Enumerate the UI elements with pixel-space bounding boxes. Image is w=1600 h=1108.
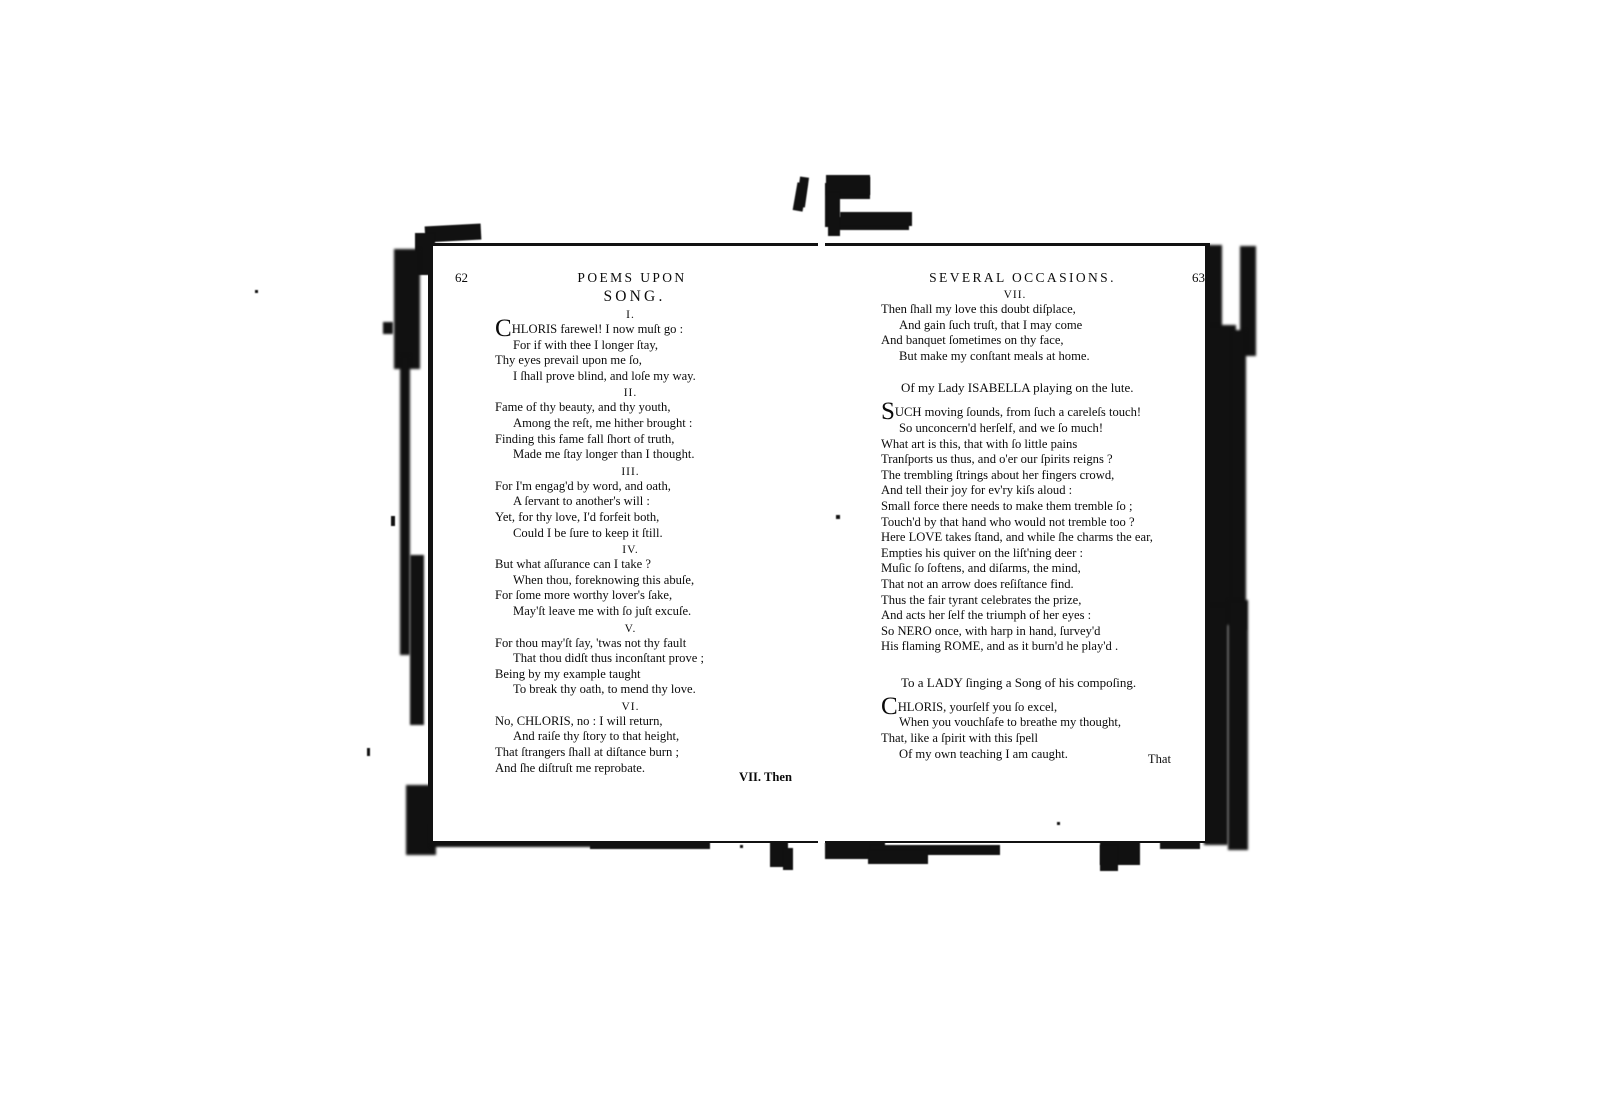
verse-text: Then ſhall my love this doubt diſplace,	[881, 302, 1076, 316]
verse-line	[433, 729, 818, 745]
stanza-4	[433, 544, 818, 619]
verse-text: Fame of thy beauty, and thy youth,	[495, 400, 671, 415]
verse-text: But make my conſtant meals at home.	[899, 348, 1090, 363]
verse-text: Touch'd by that hand who would not tremble too ?	[881, 514, 1135, 529]
verse-line	[433, 315, 818, 342]
verse-text: What art is this, that with ſo little pains	[881, 436, 1078, 451]
right-running-head-title: SEVERAL OCCASIONS.	[929, 270, 1116, 285]
stanza-7	[825, 289, 1205, 364]
verse-line	[433, 636, 818, 652]
right-catchword: That	[1147, 752, 1171, 766]
ink-artifact	[1232, 330, 1246, 630]
left-running-head	[433, 270, 818, 286]
stanza-number: II.	[623, 387, 638, 400]
verse-text: But what aſſurance can I take ?	[495, 557, 651, 572]
verse-line	[825, 715, 1205, 731]
verse-text: I ſhall prove blind, and loſe my way.	[513, 368, 696, 383]
verse-text: Being by my example taught	[495, 666, 641, 681]
verse-line	[433, 338, 818, 354]
verse-line	[825, 398, 1205, 426]
scan-speckle	[383, 322, 393, 334]
verse-text: For if with thee I longer ſtay,	[513, 337, 659, 352]
left-catchword: VII. Then	[739, 770, 792, 784]
scan-speckle	[367, 748, 370, 756]
verse-line	[433, 353, 818, 369]
poem-heading-lady-singing: To a LADY ſinging a Song of his compoſing.	[901, 674, 1137, 690]
drop-capital: S	[881, 398, 895, 426]
book-spread	[400, 225, 1230, 855]
verse-line	[825, 483, 1205, 499]
verse-line	[825, 577, 1205, 593]
verse-text: And gain ſuch truſt, that I may come	[899, 317, 1083, 332]
verse-text: Small force there needs to make them tremble ſo ;	[881, 498, 1133, 513]
verse-text: Thy eyes prevail upon me ſo,	[495, 353, 642, 368]
verse-text: So NERO once, with harp in hand, ſurvey'd	[881, 623, 1101, 638]
scan-speckle	[391, 516, 395, 526]
verse-line	[825, 561, 1205, 577]
ink-artifact	[394, 249, 420, 369]
verse-text: So unconcern'd herſelf, and we ſo much!	[899, 420, 1104, 435]
verse-text: Could I be ſure to keep it ſtill.	[513, 525, 663, 540]
left-page-text	[433, 246, 818, 841]
ink-artifact	[1100, 845, 1118, 871]
verse-line	[825, 349, 1205, 365]
verse-line	[825, 608, 1205, 624]
right-running-head	[825, 270, 1205, 286]
verse-text: A ſervant to another's will :	[513, 494, 650, 509]
verse-line	[825, 624, 1205, 640]
verse-text: HLORIS, yourſelf you ſo excel,	[897, 699, 1058, 714]
verse-line	[433, 416, 818, 432]
verse-text: HLORIS farewel! I now muſt go :	[511, 322, 684, 336]
ink-artifact	[400, 355, 410, 655]
verse-text: The trembling ſtrings about her fingers crowd,	[881, 467, 1115, 482]
stanza-number: III.	[621, 465, 640, 478]
stanza-number: VII.	[1003, 289, 1027, 301]
verse-line	[433, 682, 818, 698]
left-page-folio: 62	[455, 270, 468, 285]
verse-line	[433, 510, 818, 526]
verse-line	[825, 318, 1205, 334]
verse-text: That not an arrow does reſiſtance find.	[881, 576, 1074, 591]
verse-line	[825, 437, 1205, 453]
stanza-number: V.	[624, 622, 637, 635]
scan-speckle	[255, 290, 258, 293]
verse-line	[825, 546, 1205, 562]
scan-speckle	[1057, 822, 1060, 825]
stanza-2	[433, 387, 818, 462]
ink-artifact	[868, 850, 928, 864]
verse-text: For I'm engag'd by word, and oath,	[495, 478, 671, 493]
verse-text: Finding this fame fall ſhort of truth,	[495, 431, 675, 446]
verse-text: And tell their joy for ev'ry kiſs aloud :	[881, 483, 1073, 498]
verse-text: Thus the fair tyrant celebrates the prize,	[881, 592, 1082, 607]
verse-text: UCH moving ſounds, from ſuch a careleſs touch!	[894, 405, 1142, 420]
verse-line	[825, 731, 1205, 747]
ink-artifact	[1228, 600, 1248, 850]
verse-line	[825, 499, 1205, 515]
verse-line	[433, 400, 818, 416]
stanza-number: VI.	[621, 700, 640, 713]
verse-line	[825, 302, 1205, 318]
scan-speckle	[836, 515, 840, 519]
right-page-folio: 63	[1192, 270, 1205, 285]
verse-text: When you vouchſafe to breathe my thought,	[899, 715, 1122, 730]
ink-artifact	[828, 192, 840, 236]
stanza-1	[433, 309, 818, 384]
verse-text: Made me ſtay longer than I thought.	[513, 447, 695, 462]
verse-text: No, CHLORIS, no : I will return,	[495, 713, 663, 728]
song-title: SONG.	[603, 288, 666, 305]
verse-text: May'ſt leave me with ſo juſt excuſe.	[513, 603, 692, 618]
scan-speckle	[740, 845, 743, 848]
verse-line	[433, 604, 818, 620]
verse-line	[433, 479, 818, 495]
verse-line	[825, 421, 1205, 437]
stanza-number: I.	[626, 309, 635, 321]
verse-line	[825, 333, 1205, 349]
verse-text: Here LOVE takes ſtand, and while ſhe charms the ear,	[881, 530, 1153, 545]
poem-isabella	[825, 398, 1205, 655]
verse-line	[825, 639, 1205, 655]
stanza-6	[433, 701, 818, 776]
right-page	[825, 243, 1210, 843]
stanza-5	[433, 623, 818, 698]
verse-line	[433, 369, 818, 385]
verse-text: That thou didſt thus inconſtant prove ;	[513, 651, 704, 666]
verse-line	[433, 557, 818, 573]
verse-text: When thou, foreknowing this abuſe,	[513, 572, 695, 587]
left-page	[428, 243, 818, 843]
verse-text: And ſhe diſtruſt me reprobate.	[495, 760, 646, 775]
verse-line	[433, 447, 818, 463]
verse-text: Yet, for thy love, I'd forfeit both,	[495, 509, 660, 524]
poem-heading-isabella: Of my Lady ISABELLA playing on the lute.	[901, 380, 1134, 396]
ink-artifact	[783, 848, 793, 870]
verse-text: And banquet ſometimes on thy face,	[881, 333, 1064, 348]
verse-line	[825, 515, 1205, 531]
left-running-head-title: POEMS UPON	[577, 270, 687, 285]
verse-line	[433, 432, 818, 448]
verse-line	[433, 494, 818, 510]
verse-text: Muſic ſo ſoftens, and diſarms, the mind,	[881, 561, 1081, 576]
verse-text: To break thy oath, to mend thy love.	[513, 682, 696, 697]
drop-capital: C	[495, 315, 512, 342]
verse-line	[433, 651, 818, 667]
verse-text: Empties his quiver on the liſt'ning deer :	[881, 545, 1083, 560]
verse-line	[433, 526, 818, 542]
drop-capital: C	[881, 692, 898, 720]
verse-line	[433, 714, 818, 730]
stanza-3	[433, 466, 818, 541]
stanza-number: IV.	[622, 544, 639, 557]
ink-artifact	[840, 212, 912, 226]
verse-line	[433, 745, 818, 761]
verse-line	[825, 593, 1205, 609]
ink-artifact	[410, 555, 424, 725]
verse-line	[825, 692, 1205, 720]
verse-text: And acts her ſelf the triumph of her eyes :	[881, 608, 1092, 623]
verse-line	[433, 573, 818, 589]
verse-text: Of my own teaching I am caught.	[899, 746, 1068, 761]
verse-text: For thou may'ſt ſay, 'twas not thy fault	[495, 635, 687, 650]
right-page-text	[825, 246, 1205, 841]
verse-text: For ſome more worthy lover's ſake,	[495, 588, 673, 603]
verse-text: That, like a ſpirit with this ſpell	[881, 731, 1039, 746]
verse-text: His flaming ROME, and as it burn'd he play'd .	[881, 639, 1119, 654]
verse-text: Among the reſt, me hither brought :	[513, 415, 693, 430]
verse-line	[825, 530, 1205, 546]
verse-line	[433, 588, 818, 604]
verse-text: Tranſports us thus, and o'er our ſpirits reigns ?	[881, 452, 1113, 467]
verse-line	[433, 667, 818, 683]
verse-line	[825, 452, 1205, 468]
verse-text: And raiſe thy ſtory to that height,	[513, 729, 680, 744]
verse-line	[825, 468, 1205, 484]
verse-text: That ſtrangers ſhall at diſtance burn ;	[495, 745, 679, 760]
